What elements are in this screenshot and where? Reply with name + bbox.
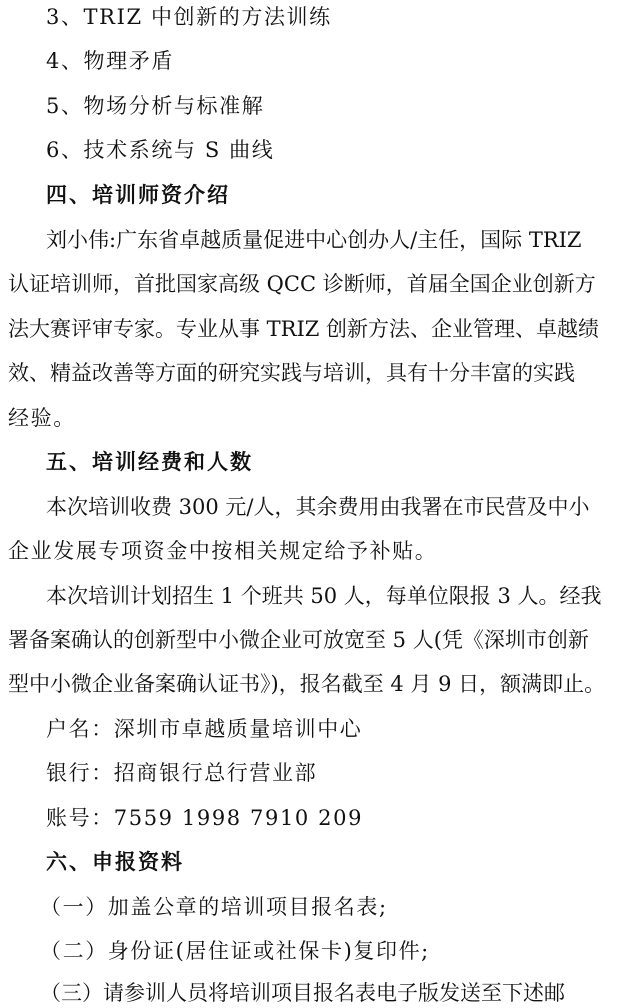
paragraph-line: 刘小伟:广东省卓越质量促进中心创办人/主任，国际 TRIZ: [46, 228, 582, 252]
list-item: 4、物理矛盾: [46, 49, 174, 73]
paragraph-line: 本次培训计划招生 1 个班共 50 人，每单位限报 3 人。经我: [46, 584, 602, 608]
list-item: 6、技术系统与 S 曲线: [46, 138, 275, 162]
paragraph-line: 认证培训师，首批国家高级 QCC 诊断师，首届全国企业创新方: [8, 272, 596, 296]
paragraph-line: 署备案确认的创新型中小微企业可放宽至 5 人(凭《深圳市创新: [8, 628, 589, 652]
section-heading: 四、培训师资介绍: [46, 183, 230, 207]
paragraph-line: 本次培训收费 300 元/人，其余费用由我署在市民营及中小: [46, 495, 590, 519]
paragraph-line: 企业发展专项资金中按相关规定给予补贴。: [8, 539, 438, 563]
section-heading: 六、申报资料: [46, 850, 184, 874]
account-name: 户名：深圳市卓越质量培训中心: [46, 717, 363, 741]
paragraph-line: 经验。: [8, 406, 76, 430]
paragraph-line: 型中小微企业备案确认证书》)，报名截至 4 月 9 日，额满即止。: [8, 672, 606, 696]
list-item: （一）加盖公章的培训项目报名表;: [40, 895, 388, 919]
list-item: 3、TRIZ 中创新的方法训练: [46, 5, 332, 29]
list-item: （三）请参训人员将培训项目报名表电子版发送至下述邮: [40, 981, 565, 1005]
account-bank: 银行：招商银行总行营业部: [46, 761, 318, 785]
list-item: （二）身份证(居住证或社保卡)复印件;: [40, 939, 430, 963]
paragraph-line: 法大赛评审专家。专业从事 TRIZ 创新方法、企业管理、卓越绩: [8, 317, 600, 341]
list-item: 5、物场分析与标准解: [46, 94, 265, 118]
paragraph-line: 效、精益改善等方面的研究实践与培训，具有十分丰富的实践: [8, 361, 575, 385]
account-number: 账号：7559 1998 7910 209: [46, 806, 364, 830]
section-heading: 五、培训经费和人数: [46, 450, 253, 474]
